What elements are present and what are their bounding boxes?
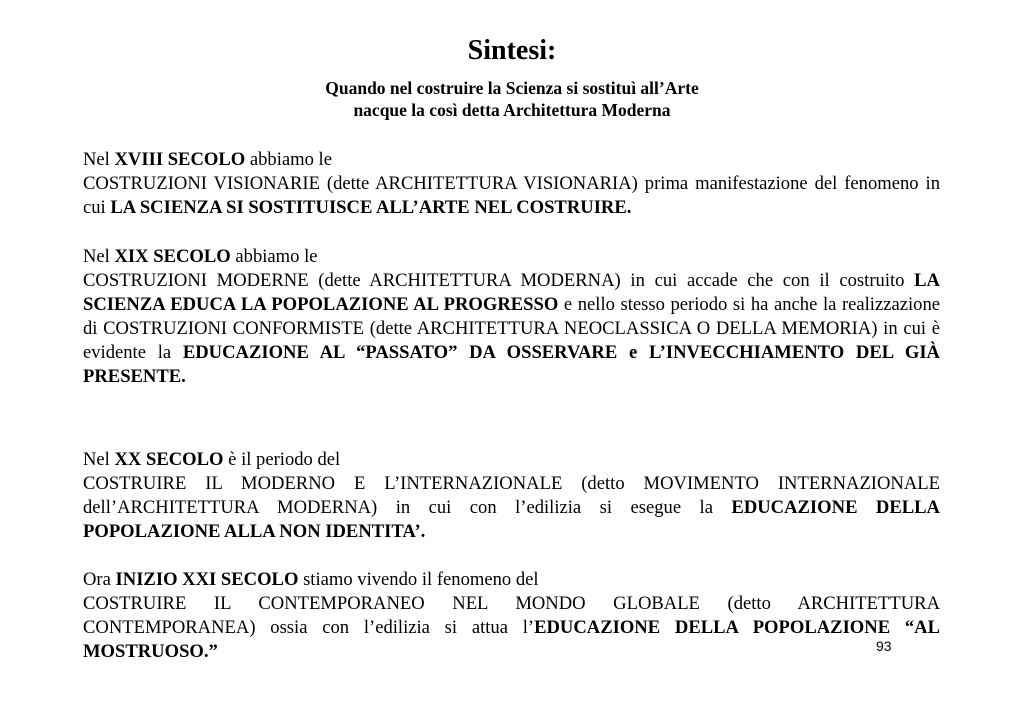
paragraph-intro (83, 245, 940, 269)
body-emphasis: LA SCIENZA SI SOSTITUISCE ALL’ARTE NEL COSTRUIRE. (110, 197, 632, 218)
body-text: COSTRUIRE IL CONTEMPORANEO NEL MONDO GLOBALE (detto ARCHITETTURA CONTEMPORANEA) ossia con l’edilizia si attua l’ (83, 593, 940, 638)
intro-century: XVIII SECOLO (114, 149, 246, 170)
intro-text: Nel (83, 449, 115, 470)
paragraph-body (83, 269, 940, 389)
intro-text: abbiamo le (230, 246, 318, 267)
body-emphasis: LA SCIENZA EDUCA LA POPOLAZIONE AL PROGRESSO (83, 270, 940, 315)
page-number: 93 (876, 638, 892, 654)
intro-century: INIZIO XXI SECOLO (115, 569, 299, 590)
intro-text: è il periodo del (223, 449, 341, 470)
body-text: COSTRUIRE IL MODERNO E L’INTERNAZIONALE (detto MOVIMENTO INTERNAZIONALE dell’ARCHITETTURA MODERNA) in cui con l’edilizia si esegue la (83, 473, 940, 518)
paragraph-body (83, 172, 940, 220)
paragraph-xxi-secolo (83, 568, 940, 664)
intro-text: Nel (83, 149, 115, 170)
intro-text: stiamo vivendo il fenomeno del (298, 569, 539, 590)
intro-century: XIX SECOLO (114, 246, 231, 267)
paragraph-xix-secolo (83, 245, 940, 389)
body-text: COSTRUZIONI MODERNE (dette ARCHITETTURA MODERNA) in cui accade che con il costruito (83, 270, 915, 291)
intro-text: Nel (83, 246, 115, 267)
intro-text: abbiamo le (245, 149, 332, 170)
body-emphasis: EDUCAZIONE AL “PASSATO” DA OSSERVARE e L’INVECCHIAMENTO DEL GIÀ PRESENTE. (83, 342, 940, 387)
body-emphasis: EDUCAZIONE DELLA POPOLAZIONE ALLA NON IDENTITA’. (83, 497, 940, 542)
page-title: Sintesi: (467, 35, 557, 66)
body-text: e nello stesso periodo si ha anche la realizzazione di COSTRUZIONI CONFORMISTE (dette ARCHITETTURA NEOCLASSICA O DELLA MEMORIA) in cui è evidente la (83, 294, 940, 363)
intro-text: Ora (83, 569, 116, 590)
page-subtitle (0, 77, 1024, 121)
paragraph-intro (83, 568, 940, 592)
intro-century: XX SECOLO (114, 449, 224, 470)
paragraph-body (83, 592, 940, 664)
paragraph-xx-secolo (83, 448, 940, 544)
subtitle-line-2: nacque la così detta Architettura Moderna (353, 100, 671, 120)
paragraph-intro (83, 448, 940, 472)
subtitle-line-1: Quando nel costruire la Scienza si sostituì all’Arte (325, 78, 699, 98)
paragraph-xviii-secolo (83, 148, 940, 220)
body-text: COSTRUZIONI VISIONARIE (dette ARCHITETTURA VISIONARIA) prima manifestazione del fenomeno in cui (83, 173, 940, 218)
body-emphasis: EDUCAZIONE DELLA POPOLAZIONE “AL MOSTRUOSO.” (83, 617, 940, 662)
paragraph-intro (83, 148, 940, 172)
paragraph-body (83, 472, 940, 544)
